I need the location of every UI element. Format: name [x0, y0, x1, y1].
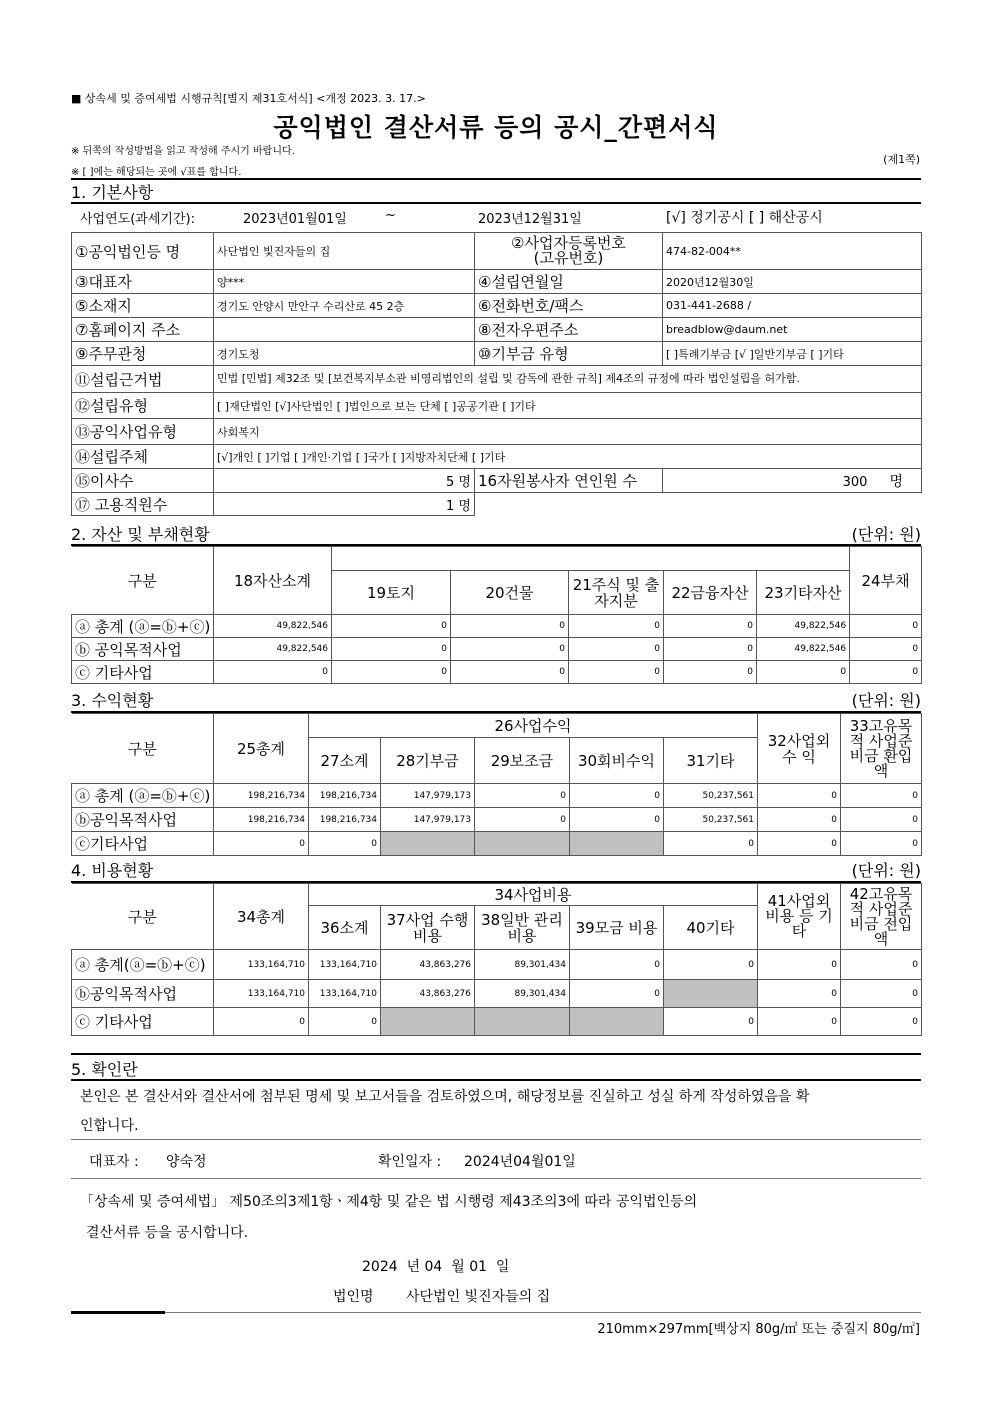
assets-total-v5: 49,822,546 [757, 615, 850, 638]
basic-row-9 [72, 445, 922, 469]
assets-public-label: ⓑ 공익목적사업 [72, 638, 214, 661]
income-public-v2: 147,979,173 [381, 808, 475, 832]
legal-basis-label: ⑪설립근거법 [72, 366, 214, 393]
instruction-note-1: ※ 뒤쪽의 작성방법을 읽고 작성해 주시기 바랍니다. [71, 146, 295, 157]
assets-total-v3: 0 [569, 615, 664, 638]
assets-other-v1: 0 [332, 661, 451, 684]
employees-label: ⑰ 고용직원수 [72, 493, 214, 516]
cost-public-v3: 89,301,434 [475, 980, 570, 1008]
cost-other-v1: 0 [309, 1008, 381, 1036]
cost-h-gubun: 구분 [72, 884, 214, 950]
biz-reg-no-value: 474-82-004** [663, 233, 922, 270]
volunteers-unit: 명 [889, 473, 903, 490]
cost-total-v7: 0 [841, 950, 922, 980]
authority-value: 경기도청 [214, 342, 475, 366]
section-2-unit: (단위: 원) [851, 525, 921, 544]
income-total-v5: 50,237,561 [664, 784, 758, 808]
assets-other-v4: 0 [664, 661, 757, 684]
period-separator: ~ [385, 208, 396, 223]
founding-type-label: ⑫설립유형 [72, 393, 214, 419]
cost-public-v4: 0 [570, 980, 664, 1008]
income-public-v3: 0 [475, 808, 570, 832]
public-biz-type-value: 사회복지 [214, 419, 922, 445]
section-4-unit: (단위: 원) [851, 861, 921, 880]
cost-h-admin: 38일반 관리비용 [475, 906, 570, 950]
income-other-v5: 0 [664, 832, 758, 856]
section-3-unit: (단위: 원) [851, 691, 921, 710]
section-5-top-rule [71, 1053, 921, 1055]
cost-total-v5: 0 [664, 950, 758, 980]
assets-h-land: 19토지 [332, 571, 451, 615]
address-label: ⑤소재지 [72, 294, 214, 318]
income-h-fees: 30회비수익 [570, 738, 664, 784]
assets-h-gubun: 구분 [72, 547, 214, 615]
income-h-donation: 28기부금 [381, 738, 475, 784]
cost-total-v4: 0 [570, 950, 664, 980]
period-label: 사업연도(과세기간): [80, 212, 195, 227]
cost-public-v6: 0 [758, 980, 841, 1008]
assets-total-v4: 0 [664, 615, 757, 638]
form-law-reference: ■ 상속세 및 증여세법 시행규칙[별지 제31호서식] <개정 2023. 3. 17.> [71, 92, 426, 105]
assets-h-building: 20건물 [451, 571, 569, 615]
basic-row-1 [72, 233, 922, 270]
representative-value: 양*** [214, 270, 475, 294]
assets-total-label: ⓐ 총계 (ⓐ=ⓑ+ⓒ) [72, 615, 214, 638]
cost-other-shaded-2 [475, 1008, 570, 1036]
assets-total-v2: 0 [451, 615, 569, 638]
assets-public-v0: 49,822,546 [214, 638, 332, 661]
founding-type-value: [ ]재단법인 [√]사단법인 [ ]법인으로 보는 단체 [ ]공공기관 [ ]기타 [214, 393, 922, 419]
cost-row-total [72, 950, 922, 980]
cost-total-v3: 89,301,434 [475, 950, 570, 980]
founder-value: [√]개인 [ ]기업 [ ]개인·기업 [ ]국가 [ ]지방자치단체 [ ]기타 [214, 445, 922, 469]
income-other-v0: 0 [214, 832, 309, 856]
assets-other-v6: 0 [850, 661, 922, 684]
cost-other-v0: 0 [214, 1008, 309, 1036]
donation-type-label: ⑩기부금 유형 [475, 342, 663, 366]
disclosure-type: [√] 정기공시 [ ] 해산공시 [666, 210, 823, 226]
income-h-subsidy: 29보조금 [475, 738, 570, 784]
period-end: 2023년12월31일 [478, 212, 582, 227]
assets-other-v0: 0 [214, 661, 332, 684]
sign-date: 2024 년 04 월 01 일 [362, 1259, 510, 1275]
assets-public-v2: 0 [451, 638, 569, 661]
confirm-date-value: 2024년04월01일 [464, 1154, 576, 1170]
cost-h-other: 40기타 [664, 906, 758, 950]
corp-sign-name: 사단법인 빛진자들의 집 [406, 1289, 551, 1305]
section-1-rule [71, 202, 921, 204]
income-row-total [72, 784, 922, 808]
volunteers-value: 300 [842, 474, 868, 490]
address-value: 경기도 안양시 만안구 수리산로 45 2층 [214, 294, 475, 318]
section-1-title: 1. 기본사항 [71, 183, 154, 202]
basic-row-10 [72, 469, 922, 493]
representative-sign-label: 대표자 : [89, 1154, 139, 1170]
cost-other-v5: 0 [664, 1008, 758, 1036]
income-other-shaded-1 [381, 832, 475, 856]
assets-total-v0: 49,822,546 [214, 615, 332, 638]
income-h-group: 26사업수익 [309, 714, 758, 738]
email-value: breadblow@daum.net [663, 318, 922, 342]
paper-spec: 210mm×297mm[백상지 80g/㎡ 또는 중질지 80g/㎡] [597, 1322, 920, 1337]
income-row-public [72, 808, 922, 832]
cost-table [71, 883, 922, 1036]
cost-h-group: 34사업비용 [309, 884, 758, 906]
cost-total-label: ⓐ 총계(ⓐ=ⓑ+ⓒ) [72, 950, 214, 980]
assets-h-total: 18자산소계 [214, 547, 332, 615]
section-3-title: 3. 수익현황 [71, 691, 154, 710]
representative-sign-name: 양숙정 [166, 1154, 207, 1170]
assets-row-other [72, 661, 922, 684]
basic-row-5 [72, 342, 922, 366]
form-title: 공익법인 결산서류 등의 공시_간편서식 [273, 113, 719, 142]
basic-row-2 [72, 270, 922, 294]
income-public-v0: 198,216,734 [214, 808, 309, 832]
assets-row-public [72, 638, 922, 661]
cost-public-v1: 133,164,710 [309, 980, 381, 1008]
cost-public-label: ⓑ공익목적사업 [72, 980, 214, 1008]
cost-total-v0: 133,164,710 [214, 950, 309, 980]
assets-row-total [72, 615, 922, 638]
homepage-label: ⑦홈페이지 주소 [72, 318, 214, 342]
public-biz-type-label: ⑬공익사업유형 [72, 419, 214, 445]
cost-public-v0: 133,164,710 [214, 980, 309, 1008]
cost-h-operation: 37사업 수행비용 [381, 906, 475, 950]
assets-public-v6: 0 [850, 638, 922, 661]
income-public-v7: 0 [841, 808, 922, 832]
cost-total-v6: 0 [758, 950, 841, 980]
cost-public-v2: 43,863,276 [381, 980, 475, 1008]
corp-sign-label: 법인명 [333, 1289, 374, 1305]
income-total-v7: 0 [841, 784, 922, 808]
cost-public-v7: 0 [841, 980, 922, 1008]
assets-public-v3: 0 [569, 638, 664, 661]
cost-h-fundraising: 39모금 비용 [570, 906, 664, 950]
basic-row-4 [72, 318, 922, 342]
disclosure-law-text-2: 결산서류 등을 공시합니다. [86, 1225, 249, 1241]
income-h-other: 31기타 [664, 738, 758, 784]
cost-h-total: 34총계 [214, 884, 309, 950]
income-public-label: ⓑ공익목적사업 [72, 808, 214, 832]
footer-accent-bar [71, 1311, 165, 1314]
employees-value: 1 명 [214, 493, 475, 516]
assets-table [71, 546, 922, 684]
authority-label: ⑨주무관청 [72, 342, 214, 366]
income-total-v6: 0 [758, 784, 841, 808]
section-2-header [71, 522, 921, 545]
donation-type-value: [ ]특례기부금 [√ ]일반기부금 [ ]기타 [663, 342, 922, 366]
volunteers-label: 16자원봉사자 연인원 수 [475, 469, 663, 493]
period-start: 2023년01월01일 [243, 212, 347, 227]
income-total-v4: 0 [570, 784, 664, 808]
income-h-non-biz: 32사업외수 익 [758, 714, 841, 784]
income-total-label: ⓐ 총계 (ⓐ=ⓑ+ⓒ) [72, 784, 214, 808]
cost-h-non-biz: 41사업외 비용 등 기타 [758, 884, 841, 950]
income-other-shaded-2 [475, 832, 570, 856]
corp-name-value: 사단법인 빛진자들의 집 [214, 233, 475, 270]
income-public-v1: 198,216,734 [309, 808, 381, 832]
cost-total-v1: 133,164,710 [309, 950, 381, 980]
assets-public-v4: 0 [664, 638, 757, 661]
assets-other-v3: 0 [569, 661, 664, 684]
section-3-header [71, 688, 921, 711]
section-5-rule [71, 1079, 921, 1081]
assets-public-v1: 0 [332, 638, 451, 661]
directors-value: 5 명 [214, 469, 475, 493]
assets-h-stock: 21주식 및 출자지분 [569, 571, 664, 615]
homepage-value [214, 318, 475, 342]
assets-h-financial: 22금융자산 [664, 571, 757, 615]
page-number: (제1쪽) [883, 153, 920, 166]
income-h-total: 25총계 [214, 714, 309, 784]
assets-h-other: 23기타자산 [757, 571, 850, 615]
cost-total-v2: 43,863,276 [381, 950, 475, 980]
section-4-header [71, 858, 921, 881]
assets-other-v5: 0 [757, 661, 850, 684]
confirm-text-1: 본인은 본 결산서와 결산서에 첨부된 명세 및 보고서들을 검토하였으며, 해당정보를 진실하고 성실 하게 작성하였음을 확 [80, 1089, 810, 1105]
basic-row-3 [72, 294, 922, 318]
income-other-v1: 0 [309, 832, 381, 856]
section-4-title: 4. 비용현황 [71, 861, 154, 880]
income-public-v4: 0 [570, 808, 664, 832]
assets-h-debt: 24부채 [850, 547, 922, 615]
cost-other-v7: 0 [841, 1008, 922, 1036]
biz-reg-no-label: ②사업자등록번호 (고유번호) [475, 233, 663, 270]
directors-label: ⑮이사수 [72, 469, 214, 493]
income-other-v6: 0 [758, 832, 841, 856]
cost-other-shaded-1 [381, 1008, 475, 1036]
basic-info-table [71, 232, 922, 516]
income-public-v6: 0 [758, 808, 841, 832]
income-total-v2: 147,979,173 [381, 784, 475, 808]
section-5-title: 5. 확인란 [71, 1060, 138, 1079]
income-public-v5: 50,237,561 [664, 808, 758, 832]
cost-row-public [72, 980, 922, 1008]
legal-basis-value: 민법 [민법] 제32조 및 [보건복지부소관 비영리법인의 설립 및 감독에 관한 규칙] 제4조의 규정에 따라 법인설립을 허가함. [214, 366, 922, 393]
cost-row-other [72, 1008, 922, 1036]
income-total-v3: 0 [475, 784, 570, 808]
cost-other-v6: 0 [758, 1008, 841, 1036]
founding-date-label: ④설립연월일 [475, 270, 663, 294]
basic-row-11 [72, 493, 922, 516]
phone-fax-value: 031-441-2688 / [663, 294, 922, 318]
confirm-date-label: 확인일자 : [378, 1154, 442, 1170]
section-2-title: 2. 자산 및 부채현황 [71, 525, 210, 544]
income-other-label: ⓒ기타사업 [72, 832, 214, 856]
assets-other-label: ⓒ 기타사업 [72, 661, 214, 684]
assets-other-v2: 0 [451, 661, 569, 684]
income-total-v0: 198,216,734 [214, 784, 309, 808]
income-h-gubun: 구분 [72, 714, 214, 784]
corp-name-label: ①공익법인등 명 [72, 233, 214, 270]
income-total-v1: 198,216,734 [309, 784, 381, 808]
income-other-shaded-3 [570, 832, 664, 856]
income-h-subtotal: 27소계 [309, 738, 381, 784]
disclosure-law-text-1: 「상속세 및 증여세법」 제50조의3제1항ㆍ제4항 및 같은 법 시행령 제43조의3에 따라 공익법인등의 [80, 1194, 698, 1210]
cost-other-shaded-3 [570, 1008, 664, 1036]
founding-date-value: 2020년12월30일 [663, 270, 922, 294]
cost-other-label: ⓒ 기타사업 [72, 1008, 214, 1036]
volunteers-cell [663, 469, 922, 493]
income-h-reserve: 33고유목적 사업준비금 환입액 [841, 714, 922, 784]
confirm-text-2: 인합니다. [80, 1118, 139, 1134]
cost-h-reserve: 42고유목적 사업준비금 전입액 [841, 884, 922, 950]
email-label: ⑧전자우편주소 [475, 318, 663, 342]
founder-label: ⑭설립주체 [72, 445, 214, 469]
assets-public-v5: 49,822,546 [757, 638, 850, 661]
income-other-v7: 0 [841, 832, 922, 856]
basic-row-8 [72, 419, 922, 445]
phone-fax-label: ⑥전화번호/팩스 [475, 294, 663, 318]
representative-label: ③대표자 [72, 270, 214, 294]
income-table [71, 713, 922, 856]
assets-total-v1: 0 [332, 615, 451, 638]
cost-public-shaded [664, 980, 758, 1008]
basic-row-6 [72, 366, 922, 393]
assets-total-v6: 0 [850, 615, 922, 638]
instruction-note-2: ※ [ ]에는 해당되는 곳에 √표를 합니다. [71, 167, 242, 178]
cost-h-subtotal: 36소계 [309, 906, 381, 950]
basic-row-7 [72, 393, 922, 419]
income-row-other [72, 832, 922, 856]
